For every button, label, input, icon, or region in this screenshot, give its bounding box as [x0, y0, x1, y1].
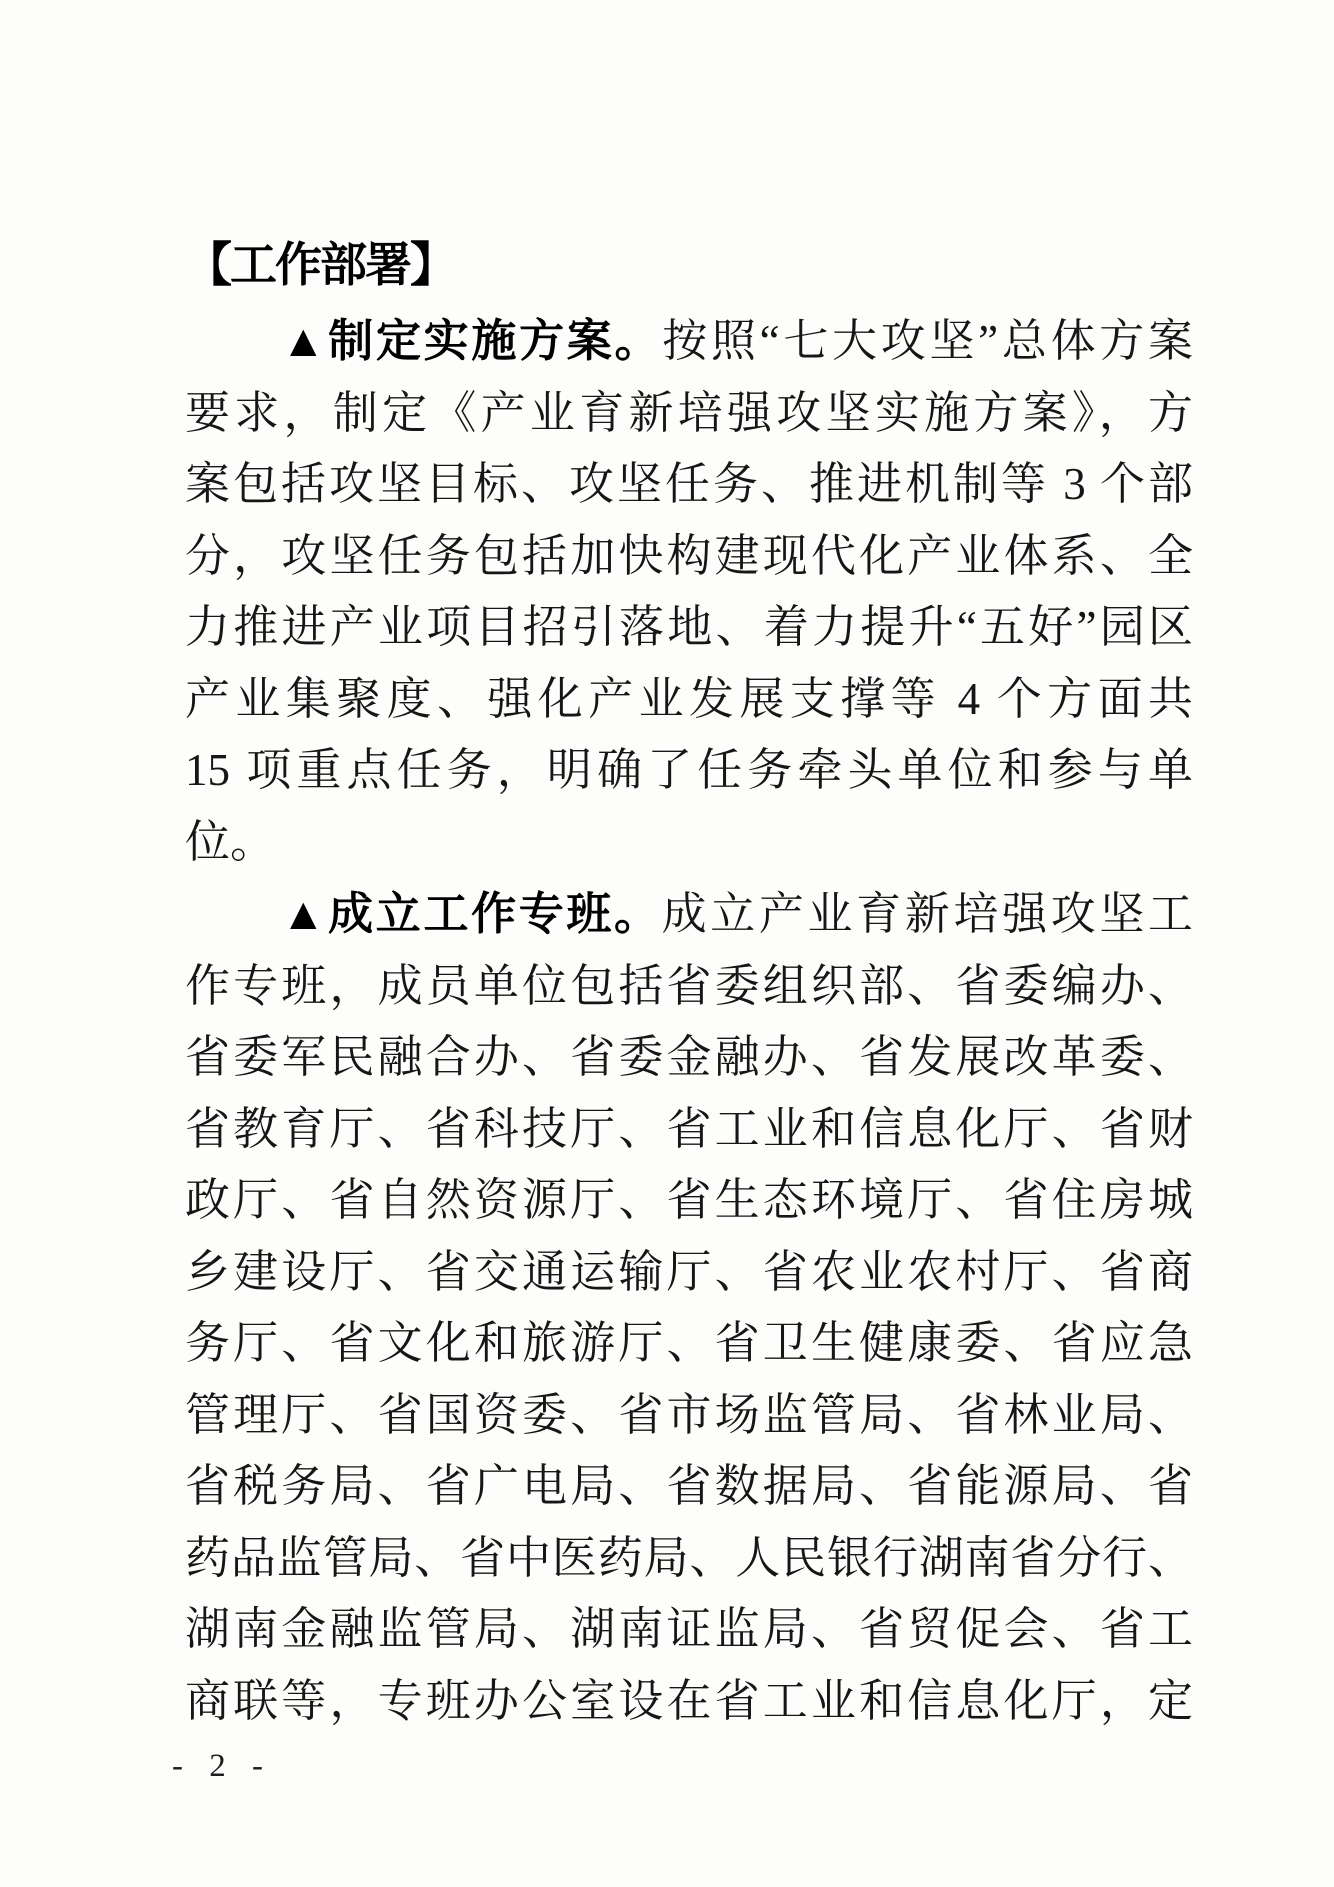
paragraph-1-text: 按照“七大攻坚”总体方案: [662, 316, 1193, 366]
paragraph-1-line-3: 案包括攻坚目标、攻坚任务、推进机制等 3 个部: [185, 459, 1193, 509]
paragraph-2-line-1: [185, 878, 1193, 951]
paragraph-1-line-8: 位。: [185, 816, 276, 867]
page-number: - 2 -: [172, 1748, 272, 1784]
paragraph-2-line-6: 乡建设厅、省交通运输厅、省农业农村厅、省商: [185, 1246, 1193, 1297]
paragraph-2-text: 成立产业育新培强攻坚工: [661, 889, 1193, 939]
paragraph-1-line-4: 分，攻坚任务包括加快构建现代化产业体系、全: [185, 530, 1193, 581]
paragraph-1-line-6: 产业集聚度、强化产业发展支撑等 4 个方面共: [185, 673, 1193, 724]
paragraph-1-line-5: 力推进产业项目招引落地、着力提升“五好”园区: [185, 602, 1193, 652]
paragraph-2-line-3: 省委军民融合办、省委金融办、省发展改革委、: [185, 1032, 1193, 1082]
paragraph-1-line-7: 15 项重点任务，明确了任务牵头单位和参与单: [185, 745, 1193, 795]
section-title: 【工作部署】: [185, 238, 455, 291]
paragraph-2-line-5: 政厅、省自然资源厅、省生态环境厅、省住房城: [185, 1175, 1193, 1225]
paragraph-2-line-12: 商联等，专班办公室设在省工业和信息化厅，定: [185, 1675, 1193, 1726]
paragraph-2-line-10: 药品监管局、省中医药局、人民银行湖南省分行、: [185, 1532, 1193, 1583]
text-block: [185, 225, 1193, 1737]
paragraph-2-line-2: 作专班，成员单位包括省委组织部、省委编办、: [185, 960, 1193, 1011]
paragraph-2-line-7: 务厅、省文化和旅游厅、省卫生健康委、省应急: [185, 1318, 1193, 1368]
paragraph-1-line-2: 要求，制定《产业育新培强攻坚实施方案》，方: [185, 387, 1193, 438]
paragraph-2-heading: ▲成立工作专班。: [281, 888, 662, 939]
paragraph-2-line-9: 省税务局、省广电局、省数据局、省能源局、省: [185, 1461, 1193, 1511]
paragraph-2-line-11: 湖南金融监管局、湖南证监局、省贸促会、省工: [185, 1604, 1193, 1654]
paragraph-1-line-1: [185, 305, 1193, 378]
paragraph-1-heading: ▲制定实施方案。: [281, 315, 663, 366]
paragraph-2-line-4: 省教育厅、省科技厅、省工业和信息化厅、省财: [185, 1103, 1193, 1154]
paragraph-2-line-8: 管理厅、省国资委、省市场监管局、省林业局、: [185, 1389, 1193, 1440]
